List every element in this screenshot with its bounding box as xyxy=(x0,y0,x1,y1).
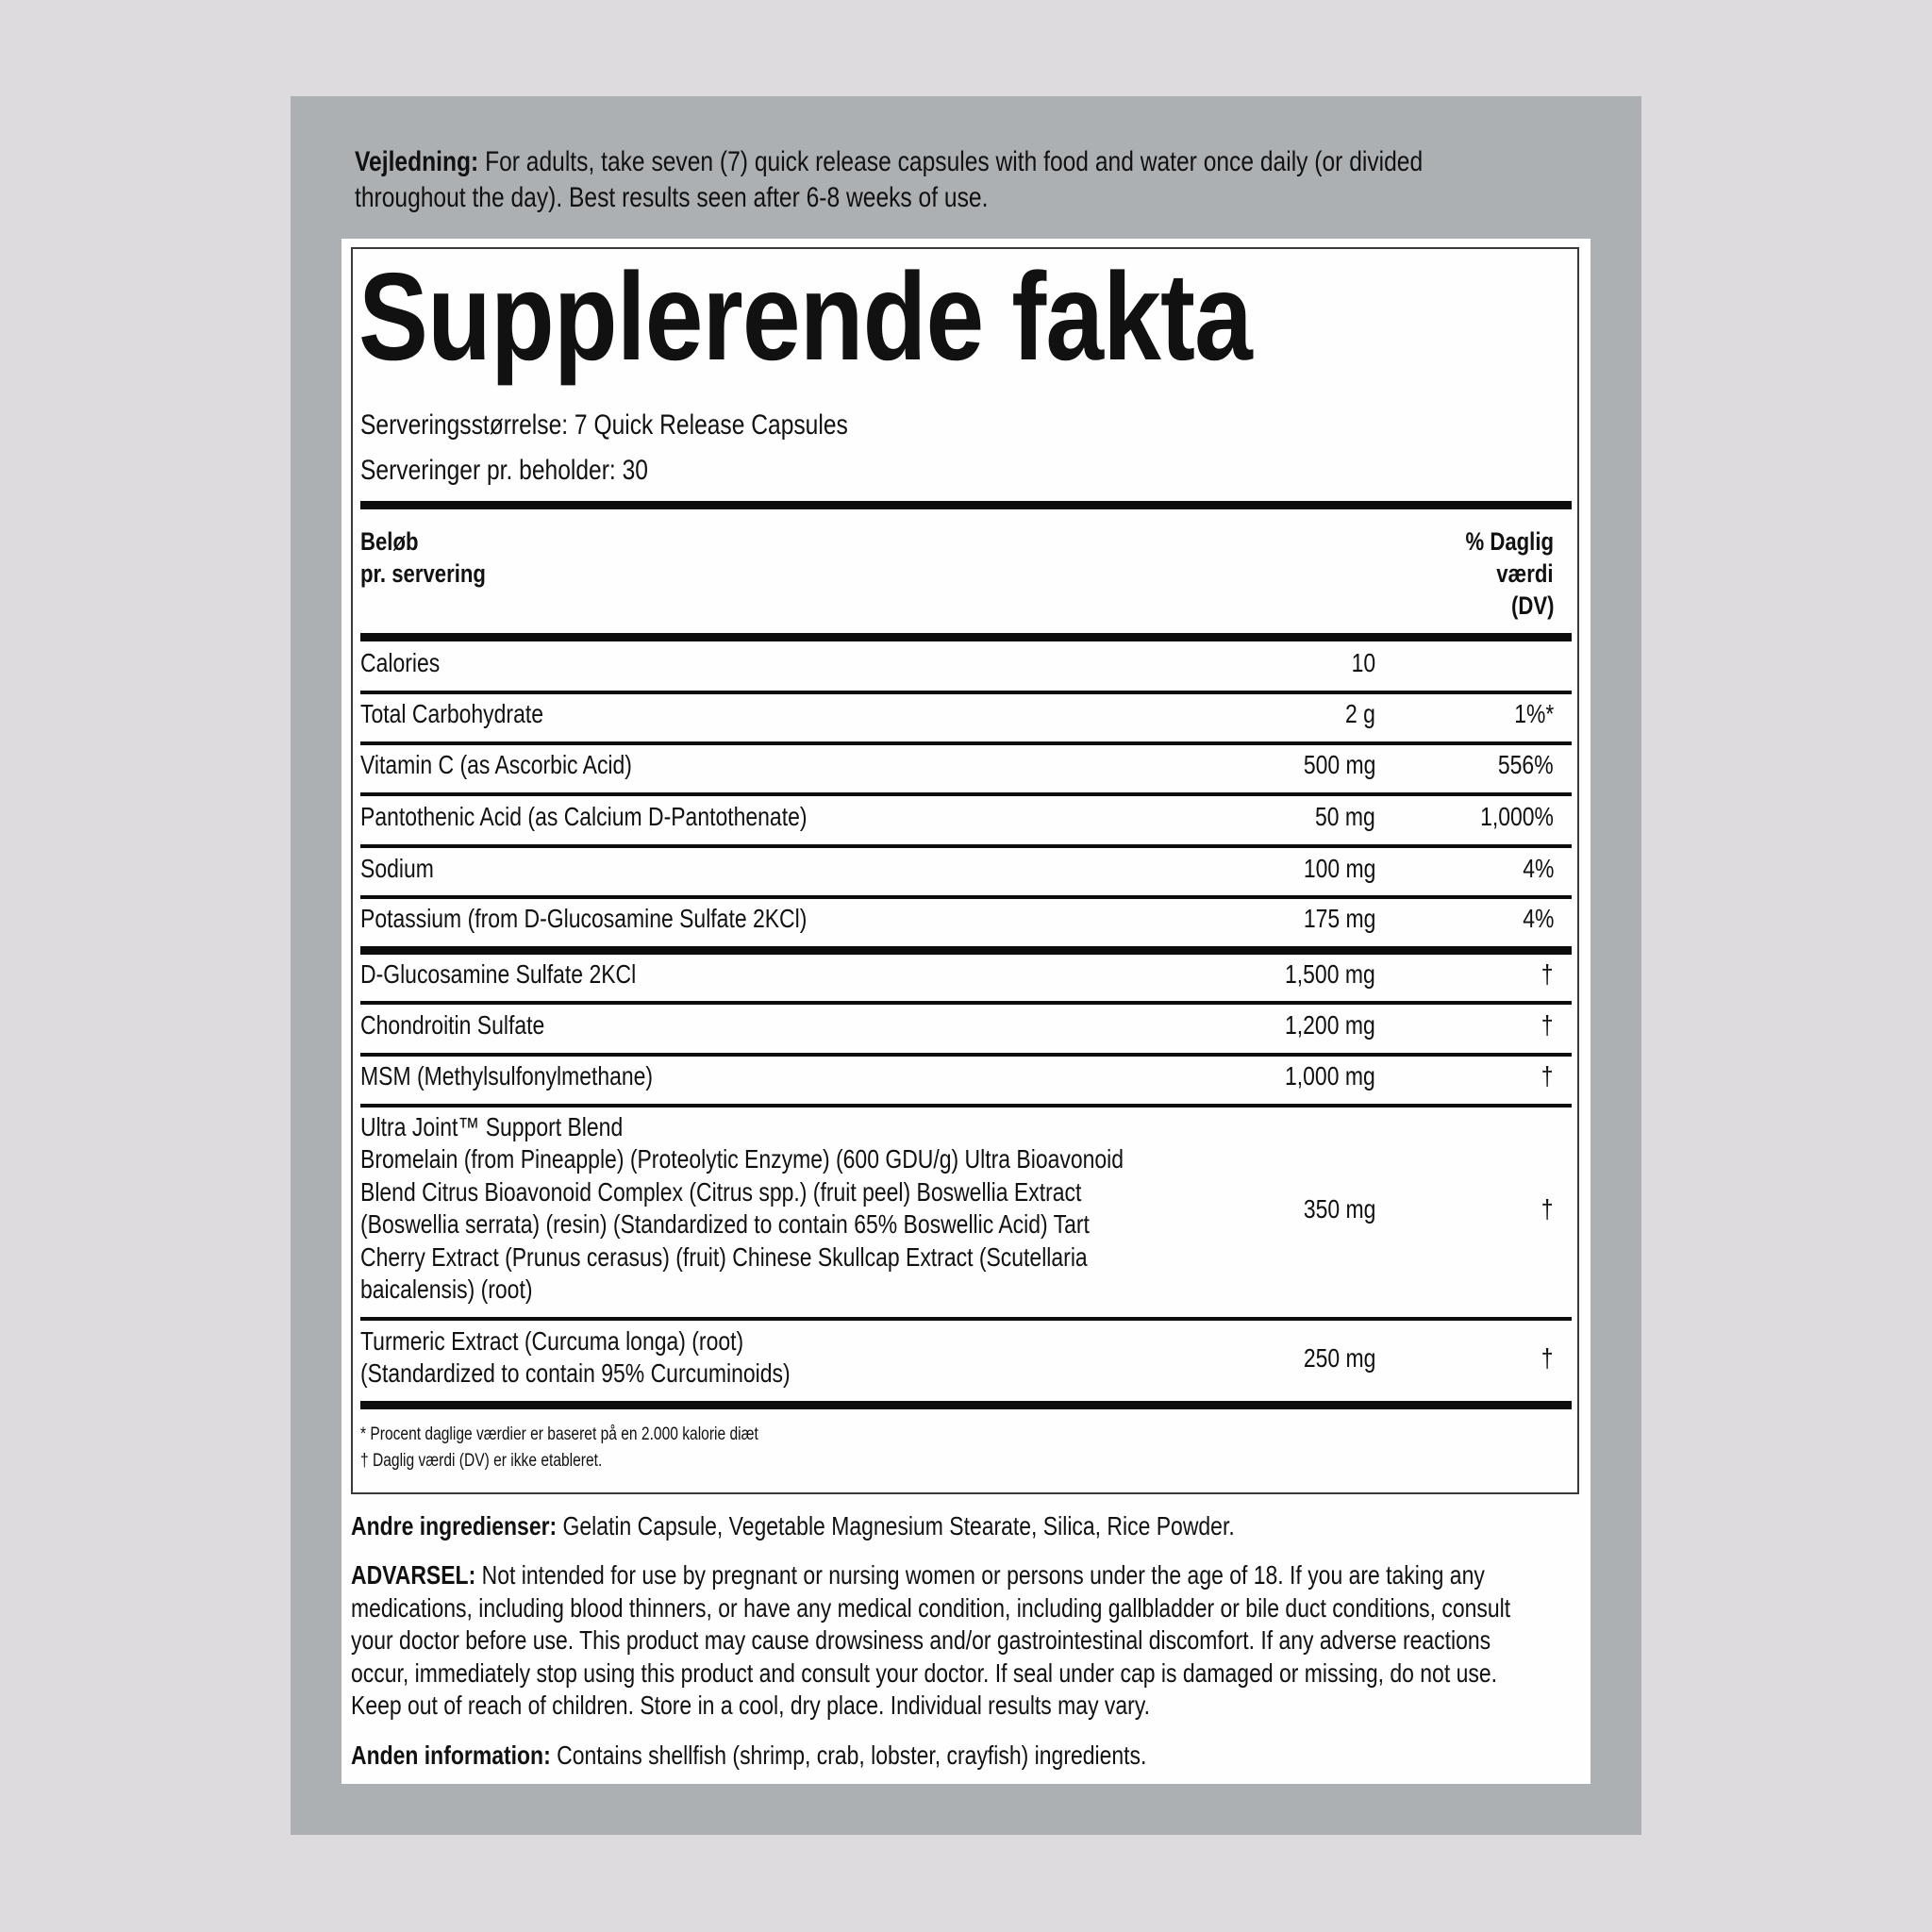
nutrient-name: Sodium xyxy=(360,854,434,883)
warning-line: Keep out of reach of children. Store in a cool, dry place. Individual results may vary. xyxy=(351,1690,1150,1721)
row-rule xyxy=(360,844,1572,848)
footnote-percent: * Procent daglige værdier er baseret på en 2.000 kalorie diæt xyxy=(360,1424,758,1444)
ingredient-amount: 1,000 mg xyxy=(1285,1061,1375,1091)
nutrient-amount: 175 mg xyxy=(1303,904,1375,933)
nutrient-amount: 10 xyxy=(1351,648,1375,677)
other-ingredients-label: Andre ingredienser: xyxy=(351,1511,558,1541)
nutrient-dv: 556% xyxy=(1498,750,1554,779)
dv-header-line-2: værdi xyxy=(1496,559,1554,588)
blend-amount: 350 mg xyxy=(1303,1194,1375,1224)
dagger-mark: † xyxy=(1541,1061,1554,1091)
nutrient-amount: 500 mg xyxy=(1303,750,1375,779)
directions-line-1: For adults, take seven (7) quick release capsules with food and water once daily (or divided xyxy=(485,146,1424,177)
nutrient-name: Calories xyxy=(360,648,441,677)
nutrient-name: Potassium (from D-Glucosamine Sulfate 2KCl) xyxy=(360,904,808,933)
blend-line: (Boswellia serrata) (resin) (Standardized to contain 65% Boswellic Acid) Tart xyxy=(360,1209,1090,1240)
warning-line: your doctor before use. This product may cause drowsiness and/or gastrointestinal discomfort. If any adverse reactions xyxy=(351,1625,1491,1656)
nutrient-dv: 4% xyxy=(1522,854,1554,883)
nutrient-name: Total Carbohydrate xyxy=(360,699,543,728)
thick-rule xyxy=(360,1401,1572,1409)
turmeric-amount: 250 mg xyxy=(1303,1343,1375,1373)
servings-per-container: Serveringer pr. beholder: 30 xyxy=(360,455,648,486)
ingredient-amount: 1,200 mg xyxy=(1285,1010,1375,1040)
amount-header xyxy=(360,525,513,590)
thick-rule xyxy=(360,501,1572,509)
footnote-dagger: † Daglig værdi (DV) er ikke etableret. xyxy=(360,1451,603,1471)
dagger-mark: † xyxy=(1541,1194,1554,1224)
row-rule xyxy=(360,741,1572,745)
servings-per-container-wrap xyxy=(360,453,711,489)
nutrient-amount: 50 mg xyxy=(1315,802,1375,831)
turmeric-line: Turmeric Extract (Curcuma longa) (root) xyxy=(360,1326,744,1356)
nutrient-dv: 4% xyxy=(1522,904,1554,933)
nutrient-amount: 100 mg xyxy=(1303,854,1375,883)
turmeric-line: (Standardized to contain 95% Curcuminoids) xyxy=(360,1358,791,1389)
row-rule xyxy=(360,1104,1572,1108)
directions-line-2: throughout the day). Best results seen after 6-8 weeks of use. xyxy=(355,182,989,213)
warning-line: Not intended for use by pregnant or nursing women or persons under the age of 18. If you are taking any xyxy=(481,1560,1485,1590)
nutrient-dv: 1%* xyxy=(1513,699,1554,728)
thick-rule xyxy=(360,946,1572,955)
other-ingredients-text: Gelatin Capsule, Vegetable Magnesium Stearate, Silica, Rice Powder. xyxy=(562,1511,1235,1541)
nutrient-name: Vitamin C (as Ascorbic Acid) xyxy=(360,750,632,779)
row-rule xyxy=(360,1317,1572,1321)
warning-line: medications, including blood thinners, or have any medical condition, including gallbladder or bile duct conditions, consult xyxy=(351,1592,1511,1623)
amount-header-line-2: pr. servering xyxy=(360,559,486,588)
warning xyxy=(351,1559,1765,1723)
nutrient-amount: 2 g xyxy=(1345,699,1375,728)
blend-line: Blend Citrus Bioavonoid Complex (Citrus spp.) (fruit peel) Boswellia Extract xyxy=(360,1176,1082,1207)
turmeric-name xyxy=(360,1325,885,1391)
row-rule xyxy=(360,895,1572,899)
facts-title: Supplerende fakta xyxy=(358,247,1252,386)
dv-header-line-1: % Daglig xyxy=(1465,527,1554,556)
dv-header-line-3: (DV) xyxy=(1510,591,1554,620)
serving-size: Serveringsstørrelse: 7 Quick Release Capsules xyxy=(360,409,848,441)
ingredient-name: D-Glucosamine Sulfate 2KCl xyxy=(360,959,637,989)
other-information-label: Anden information: xyxy=(351,1740,551,1770)
directions-label: Vejledning: xyxy=(355,146,479,177)
dagger-mark: † xyxy=(1541,1010,1554,1040)
serving-size-wrap xyxy=(360,408,955,443)
ingredient-name: Chondroitin Sulfate xyxy=(360,1010,545,1040)
other-information-text: Contains shellfish (shrimp, crab, lobster, crayfish) ingredients. xyxy=(557,1740,1147,1770)
blend-line: Cherry Extract (Prunus cerasus) (fruit) Chinese Skullcap Extract (Scutellaria xyxy=(360,1241,1088,1272)
directions-line-2-wrap xyxy=(355,180,1127,216)
dagger-mark: † xyxy=(1541,1343,1554,1373)
row-rule xyxy=(360,1053,1572,1057)
warning-line: occur, immediately stop using this product and consult your doctor. If seal under cap is damaged or missing, do not use. xyxy=(351,1657,1497,1688)
row-rule xyxy=(360,691,1572,694)
blend-name xyxy=(360,1111,1291,1306)
blend-line: Bromelain (from Pineapple) (Proteolytic Enzyme) (600 GDU/g) Ultra Bioavonoid xyxy=(360,1144,1124,1174)
directions xyxy=(355,144,1657,180)
row-rule xyxy=(360,1001,1572,1005)
ingredient-name: MSM (Methylsulfonylmethane) xyxy=(360,1061,654,1091)
nutrient-dv: 1,000% xyxy=(1480,802,1554,831)
amount-header-line-1: Beløb xyxy=(360,527,419,556)
facts-title-wrap xyxy=(358,247,1422,386)
nutrient-name: Pantothenic Acid (as Calcium D-Pantothenate) xyxy=(360,802,808,831)
blend-line: baicalensis) (root) xyxy=(360,1274,533,1305)
other-ingredients xyxy=(351,1510,1428,1542)
row-rule xyxy=(360,792,1572,796)
thick-rule xyxy=(360,633,1572,641)
dagger-mark: † xyxy=(1541,959,1554,989)
footnotes xyxy=(360,1422,845,1474)
dv-header xyxy=(1446,525,1554,622)
ingredient-amount: 1,500 mg xyxy=(1285,959,1375,989)
other-information xyxy=(351,1740,1322,1772)
blend-title: Ultra Joint™ Support Blend xyxy=(360,1112,624,1141)
warning-label: ADVARSEL: xyxy=(351,1560,476,1590)
